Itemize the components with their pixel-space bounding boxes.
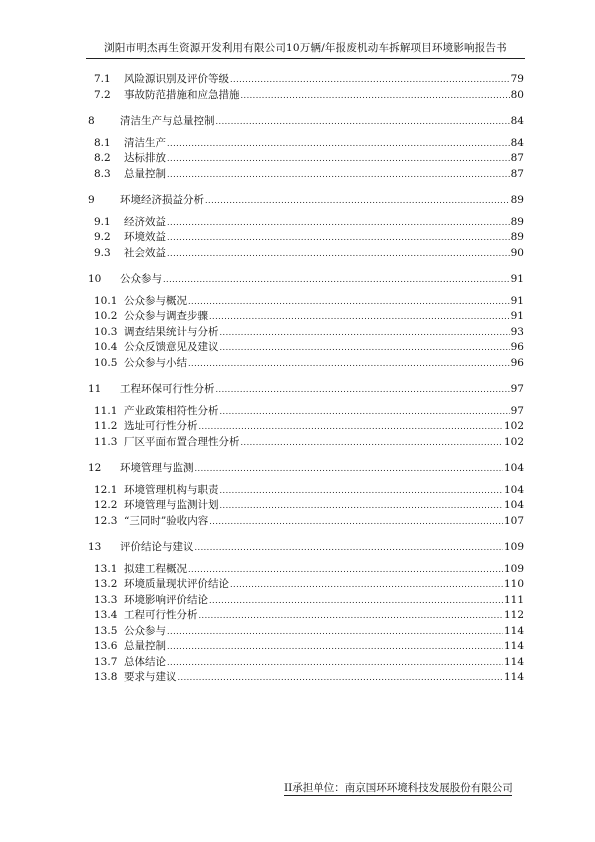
- toc-dot-leader: [188, 294, 510, 309]
- toc-entry-number: 8.1: [94, 136, 111, 149]
- toc-entry-number: 13.6: [94, 640, 118, 652]
- toc-entry-number: 10.4: [94, 341, 118, 353]
- toc-entry-page: 80: [510, 88, 524, 101]
- toc-entry-title: 公众参与概况: [124, 294, 187, 307]
- toc-entry-number: 12: [88, 461, 102, 474]
- toc-section-entry[interactable]: [88, 325, 524, 339]
- toc-section-entry[interactable]: [88, 72, 524, 86]
- toc-entry-title: 公众参与: [120, 272, 162, 285]
- toc-dot-leader: [178, 670, 503, 685]
- toc-entry-number: 12.2: [94, 499, 118, 511]
- toc-dot-leader: [209, 309, 510, 324]
- toc-entry-page: 79: [510, 73, 524, 85]
- toc-dot-leader: [167, 230, 510, 245]
- toc-entry-number: 10.3: [94, 325, 118, 338]
- toc-entry-number: 12.3: [94, 514, 118, 527]
- toc-entry-page: 97: [510, 382, 524, 395]
- toc-entry-title: 评价结论与建议: [120, 540, 194, 553]
- toc-dot-leader: [209, 514, 503, 529]
- toc-entry-title: “三同时”验收内容: [124, 514, 209, 527]
- toc-entry-number: 8.3: [94, 167, 111, 180]
- toc-dot-leader: [216, 382, 510, 397]
- toc-section-entry[interactable]: [88, 215, 524, 229]
- toc-section-entry[interactable]: [88, 136, 524, 150]
- toc-dot-leader: [220, 498, 503, 513]
- toc-entry-page: 104: [503, 483, 524, 496]
- toc-entry-page: 91: [510, 272, 524, 285]
- toc-entry-title: 环境管理与监测计划: [124, 499, 219, 511]
- toc-entry-number: 10.1: [94, 294, 118, 307]
- toc-dot-leader: [220, 483, 503, 498]
- toc-entry-title: 工程环保可行性分析: [120, 382, 215, 395]
- toc-dot-leader: [163, 272, 510, 287]
- toc-section-entry[interactable]: [88, 624, 524, 638]
- toc-entry-page: 114: [503, 671, 524, 683]
- toc-entry-page: 102: [503, 420, 524, 432]
- toc-entry-title: 总量控制: [124, 167, 166, 180]
- toc-section-entry[interactable]: [88, 230, 524, 244]
- toc-dot-leader: [216, 114, 510, 129]
- toc-section-entry[interactable]: [88, 151, 524, 165]
- toc-entry-number: 13.7: [94, 655, 118, 668]
- toc-section-entry[interactable]: [88, 294, 524, 308]
- toc-entry-page: 87: [510, 167, 524, 180]
- toc-entry-number: 13: [88, 540, 102, 553]
- toc-entry-page: 102: [503, 435, 524, 448]
- toc-entry-title: 公众参与: [124, 624, 166, 637]
- toc-section-entry[interactable]: [88, 562, 524, 576]
- toc-dot-leader: [209, 593, 503, 608]
- toc-entry-title: 总体结论: [124, 655, 166, 668]
- toc-entry-page: 90: [510, 246, 524, 259]
- toc-chapter-entry[interactable]: [88, 193, 524, 207]
- toc-entry-title: 清洁生产: [124, 136, 166, 149]
- toc-entry-page: 110: [503, 578, 524, 590]
- toc-entry-title: 拟建工程概况: [124, 562, 187, 575]
- toc-section-entry[interactable]: [88, 498, 524, 512]
- toc-entry-number: 13.4: [94, 609, 118, 621]
- page-footer: II承担单位：南京国环环境科技发展股份有限公司: [284, 782, 513, 794]
- toc-entry-title: 达标排放: [124, 152, 166, 164]
- toc-chapter-entry[interactable]: [88, 382, 524, 396]
- toc-entry-number: 10.2: [94, 310, 118, 322]
- toc-entry-page: 112: [503, 609, 524, 621]
- toc-dot-leader: [167, 136, 510, 151]
- toc-entry-title: 环境质量现状评价结论: [124, 578, 229, 590]
- toc-entry-page: 114: [503, 624, 524, 637]
- toc-entry-page: 89: [510, 193, 524, 206]
- toc-dot-leader: [188, 562, 503, 577]
- toc-section-entry[interactable]: [88, 246, 524, 260]
- toc-entry-title: 调查结果统计与分析: [124, 325, 219, 338]
- toc-dot-leader: [199, 608, 503, 623]
- toc-entry-page: 96: [510, 341, 524, 353]
- toc-chapter-entry[interactable]: [88, 540, 524, 554]
- toc-entry-title: 公众反馈意见及建议: [124, 341, 219, 353]
- toc-entry-title: 环境影响评价结论: [124, 593, 208, 606]
- toc-dot-leader: [167, 655, 503, 670]
- toc-entry-title: 社会效益: [124, 246, 166, 259]
- toc-dot-leader: [167, 246, 510, 261]
- toc-dot-leader: [230, 72, 510, 87]
- toc-entry-number: 7.2: [94, 88, 111, 101]
- toc-dot-leader: [220, 340, 510, 355]
- toc-entry-number: 9.2: [94, 231, 111, 243]
- toc-section-entry[interactable]: [88, 88, 524, 102]
- toc-section-entry[interactable]: [88, 577, 524, 591]
- toc-entry-number: 9.3: [94, 246, 111, 259]
- toc-entry-page: 109: [503, 540, 524, 553]
- page-header: 浏阳市明杰再生资源开发利用有限公司10万辆/年报废机动车拆解项目环境影响报告书: [104, 42, 507, 54]
- toc-entry-page: 87: [510, 152, 524, 164]
- toc-entry-number: 12.1: [94, 483, 118, 496]
- toc-section-entry[interactable]: [88, 309, 524, 323]
- toc-dot-leader: [188, 356, 510, 371]
- toc-dot-leader: [230, 577, 503, 592]
- toc-entry-title: 要求与建议: [124, 671, 177, 683]
- toc-chapter-entry[interactable]: [88, 272, 524, 286]
- toc-entry-page: 84: [510, 114, 524, 127]
- toc-section-entry[interactable]: [88, 514, 524, 528]
- toc-entry-number: 11: [88, 382, 102, 395]
- toc-entry-number: 13.5: [94, 624, 118, 637]
- toc-entry-number: 13.3: [94, 593, 118, 606]
- toc-entry-page: 91: [510, 294, 524, 307]
- toc-entry-page: 107: [503, 514, 524, 527]
- toc-entry-title: 总量控制: [124, 640, 166, 652]
- toc-dot-leader: [241, 435, 503, 450]
- toc-chapter-entry[interactable]: [88, 114, 524, 128]
- toc-entry-page: 104: [503, 461, 524, 474]
- toc-section-entry[interactable]: [88, 655, 524, 669]
- toc-dot-leader: [167, 151, 510, 166]
- toc-dot-leader: [167, 215, 510, 230]
- toc-section-entry[interactable]: [88, 608, 524, 622]
- toc-dot-leader: [205, 193, 510, 208]
- toc-entry-page: 89: [510, 231, 524, 243]
- toc-entry-title: 产业政策相符性分析: [124, 404, 219, 417]
- toc-entry-number: 9.1: [94, 215, 111, 228]
- toc-section-entry[interactable]: [88, 419, 524, 433]
- toc-dot-leader: [199, 419, 503, 434]
- toc-entry-page: 104: [503, 499, 524, 511]
- toc-entry-page: 93: [510, 325, 524, 338]
- toc-entry-page: 114: [503, 640, 524, 652]
- toc-entry-number: 10.5: [94, 356, 118, 369]
- toc-entry-page: 89: [510, 215, 524, 228]
- toc-entry-page: 84: [510, 136, 524, 149]
- toc-entry-title: 清洁生产与总量控制: [120, 114, 215, 127]
- toc-entry-number: 13.2: [94, 578, 118, 590]
- toc-entry-number: 11.1: [94, 404, 118, 417]
- toc-entry-title: 选址可行性分析: [124, 420, 198, 432]
- toc-entry-page: 111: [503, 593, 524, 606]
- toc-entry-title: 经济效益: [124, 215, 166, 228]
- toc-dot-leader: [195, 461, 503, 476]
- toc-dot-leader: [241, 88, 510, 103]
- toc-entry-title: 环境管理与监测: [120, 461, 194, 474]
- toc-entry-page: 114: [503, 655, 524, 668]
- toc-dot-leader: [220, 404, 510, 419]
- toc-section-entry[interactable]: [88, 483, 524, 497]
- toc-entry-number: 8.2: [94, 152, 111, 164]
- toc-entry-number: 11.2: [94, 420, 118, 432]
- toc-entry-title: 公众参与小结: [124, 356, 187, 369]
- toc-dot-leader: [167, 167, 510, 182]
- header-rule: [86, 58, 525, 59]
- toc-entry-page: 97: [510, 404, 524, 417]
- toc-entry-number: 9: [88, 193, 95, 206]
- toc-section-entry[interactable]: [88, 593, 524, 607]
- toc-section-entry[interactable]: [88, 404, 524, 418]
- toc-section-entry[interactable]: [88, 340, 524, 354]
- toc-entry-page: 91: [510, 310, 524, 322]
- toc-entry-title: 环境效益: [124, 231, 166, 243]
- toc-section-entry[interactable]: [88, 167, 524, 181]
- toc-entry-number: 13.1: [94, 562, 118, 575]
- toc-entry-title: 厂区平面布置合理性分析: [124, 435, 240, 448]
- toc-entry-number: 7.1: [94, 73, 111, 85]
- footer-rule: [284, 795, 512, 796]
- toc-section-entry[interactable]: [88, 639, 524, 653]
- toc-entry-title: 环境管理机构与职责: [124, 483, 219, 496]
- toc-entry-number: 13.8: [94, 671, 118, 683]
- toc-entry-title: 事故防范措施和应急措施: [124, 88, 240, 101]
- toc-entry-page: 109: [503, 562, 524, 575]
- toc-entry-number: 11.3: [94, 435, 118, 448]
- toc-dot-leader: [167, 639, 503, 654]
- toc-entry-page: 96: [510, 356, 524, 369]
- toc-entry-number: 10: [88, 272, 102, 285]
- toc-section-entry[interactable]: [88, 435, 524, 449]
- toc-entry-title: 环境经济损益分析: [120, 193, 204, 206]
- toc-section-entry[interactable]: [88, 670, 524, 684]
- toc-section-entry[interactable]: [88, 356, 524, 370]
- toc-entry-title: 风险源识别及评价等级: [124, 73, 229, 85]
- toc-dot-leader: [195, 540, 503, 555]
- toc-chapter-entry[interactable]: [88, 461, 524, 475]
- toc-entry-number: 8: [88, 114, 95, 127]
- toc-entry-title: 公众参与调查步骤: [124, 310, 208, 322]
- toc-entry-title: 工程可行性分析: [124, 609, 198, 621]
- toc-dot-leader: [220, 325, 510, 340]
- toc-dot-leader: [167, 624, 503, 639]
